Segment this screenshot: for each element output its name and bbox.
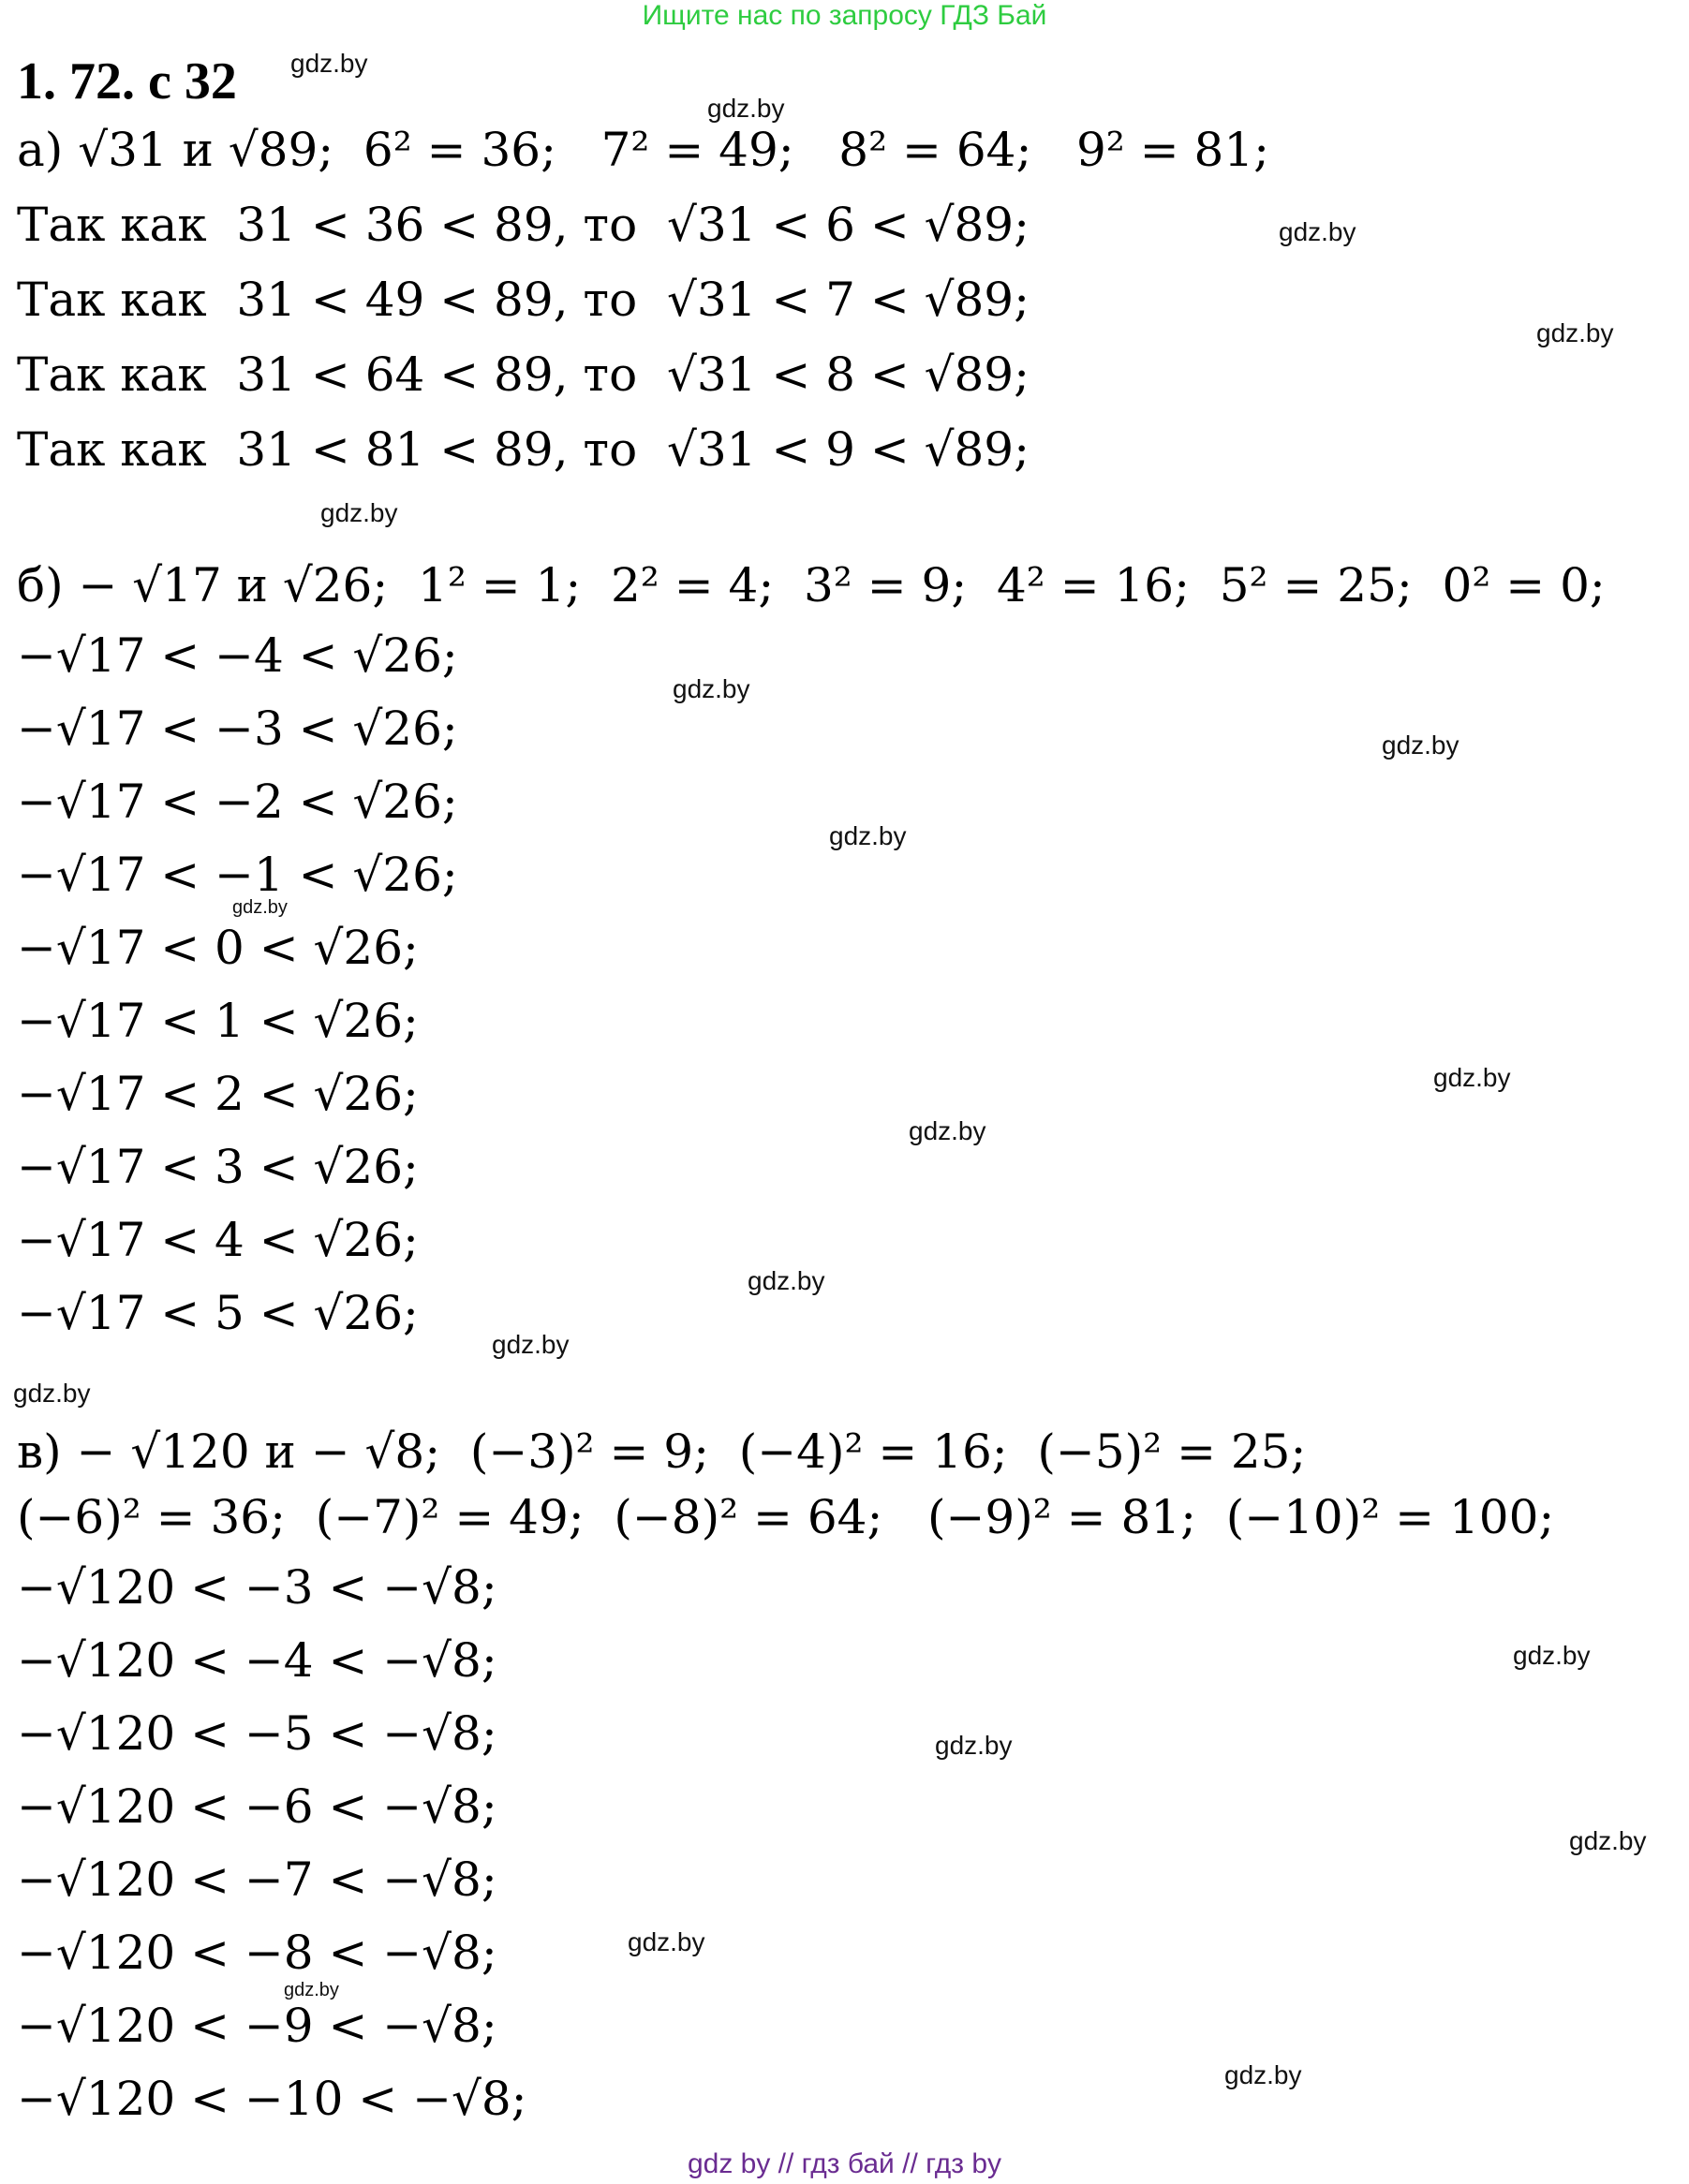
line-a-1: Так как 31 < 36 < 89, то √31 < 6 < √89; <box>17 198 1030 252</box>
watermark: gdz.by <box>290 49 368 78</box>
line-a-2: Так как 31 < 49 < 89, то √31 < 7 < √89; <box>17 273 1030 327</box>
watermark: gdz.by <box>320 498 398 527</box>
line-b-7: −√17 < 2 < √26; <box>17 1067 419 1121</box>
watermark: gdz.by <box>13 1379 91 1408</box>
watermark: gdz.by <box>1536 318 1614 347</box>
line-c-header-2: (−6)² = 36; (−7)² = 49; (−8)² = 64; (−9)² = 81; (−10)² = 100; <box>17 1490 1555 1544</box>
watermark: gdz.by <box>707 94 785 123</box>
line-c-header: в) − √120 и − √8; (−3)² = 9; (−4)² = 16; (−5)² = 25; <box>17 1424 1307 1479</box>
line-c-4: −√120 < −6 < −√8; <box>17 1779 497 1834</box>
line-a-header: а) √31 и √89; 6² = 36; 7² = 49; 8² = 64; 9² = 81; <box>17 123 1269 177</box>
watermark: gdz.by <box>1279 217 1356 246</box>
top-banner[interactable]: Ищите нас по запросу ГДЗ Бай <box>642 0 1047 31</box>
line-a-3: Так как 31 < 64 < 89, то √31 < 8 < √89; <box>17 347 1030 402</box>
watermark: gdz.by <box>1569 1826 1647 1855</box>
watermark: gdz.by <box>628 1927 705 1956</box>
watermark: gdz.by <box>829 821 907 850</box>
line-b-3: −√17 < −2 < √26; <box>17 775 458 829</box>
line-b-9: −√17 < 4 < √26; <box>17 1213 419 1267</box>
line-c-3: −√120 < −5 < −√8; <box>17 1706 497 1761</box>
watermark: gdz.by <box>1513 1641 1591 1670</box>
line-b-8: −√17 < 3 < √26; <box>17 1140 419 1194</box>
line-c-7: −√120 < −9 < −√8; <box>17 1999 497 2053</box>
problem-title: 1. 72. с 32 <box>17 52 237 111</box>
line-c-6: −√120 < −8 < −√8; <box>17 1926 497 1980</box>
watermark: gdz.by <box>1382 730 1459 760</box>
watermark: gdz.by <box>492 1330 570 1359</box>
watermark: gdz.by <box>1224 2060 1302 2089</box>
line-b-2: −√17 < −3 < √26; <box>17 701 458 756</box>
line-b-4: −√17 < −1 < √26; <box>17 848 458 902</box>
watermark: gdz.by <box>748 1266 825 1295</box>
footer-links[interactable]: gdz by // гдз бай // гдз by <box>687 2148 1002 2179</box>
line-c-2: −√120 < −4 < −√8; <box>17 1633 497 1688</box>
watermark: gdz.by <box>284 1980 339 2000</box>
line-b-6: −√17 < 1 < √26; <box>17 994 419 1048</box>
line-c-5: −√120 < −7 < −√8; <box>17 1852 497 1907</box>
line-b-10: −√17 < 5 < √26; <box>17 1286 419 1340</box>
line-a-4: Так как 31 < 81 < 89, то √31 < 9 < √89; <box>17 422 1030 477</box>
watermark: gdz.by <box>909 1116 986 1145</box>
line-b-5: −√17 < 0 < √26; <box>17 921 419 975</box>
watermark: gdz.by <box>673 674 750 703</box>
line-b-1: −√17 < −4 < √26; <box>17 628 458 683</box>
line-b-header: б) − √17 и √26; 1² = 1; 2² = 4; 3² = 9; 4² = 16; 5² = 25; 0² = 0; <box>17 558 1606 612</box>
line-c-1: −√120 < −3 < −√8; <box>17 1560 497 1615</box>
watermark: gdz.by <box>232 897 288 918</box>
watermark: gdz.by <box>1433 1063 1511 1092</box>
watermark: gdz.by <box>935 1731 1013 1760</box>
line-c-8: −√120 < −10 < −√8; <box>17 2072 527 2126</box>
